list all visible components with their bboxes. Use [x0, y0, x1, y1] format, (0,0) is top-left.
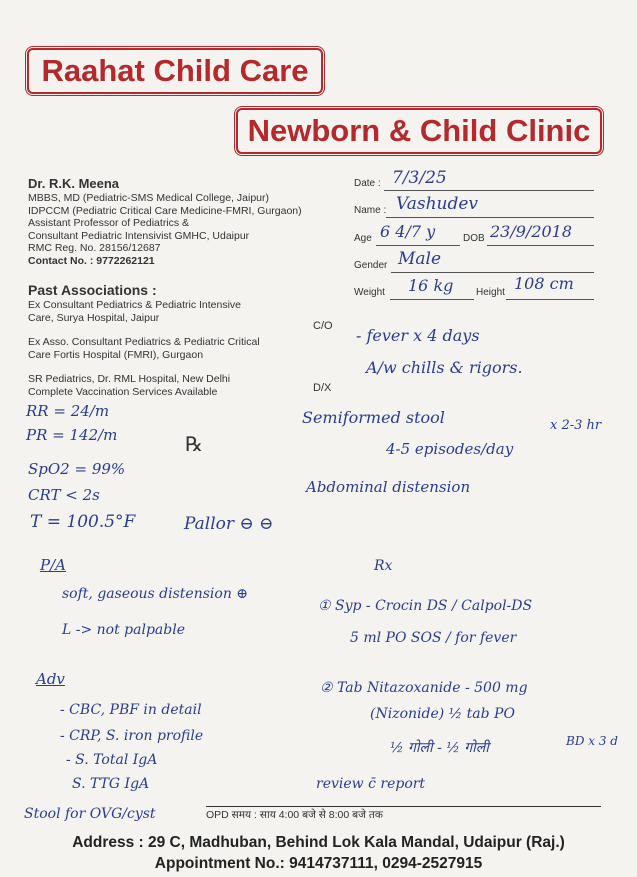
date-value: 7/3/25 — [392, 168, 447, 188]
dob-value: 23/9/2018 — [490, 222, 573, 241]
age-value: 6 4/7 y — [380, 222, 436, 241]
footer-divider — [206, 806, 601, 807]
past-association-item: Ex Consultant Pediatrics & Pediatric Intensive Care, Surya Hospital, Jaipur — [28, 299, 242, 324]
advice-line: S. TTG IgA — [72, 776, 150, 792]
doctor-qualification-line: Assistant Professor of Pediatrics & — [28, 217, 190, 229]
vital-crt: CRT < 2s — [28, 486, 100, 504]
doctor-qualification-line: Consultant Pediatric Intensivist GMHC, Udaipur — [28, 229, 250, 242]
advice-label: Adv — [36, 670, 65, 688]
doctor-qualification-line: IDPCCM (Pediatric Critical Care Medicine-FMRI, Gurgaon) — [28, 204, 302, 217]
rx-symbol-icon: ℞ — [185, 432, 203, 456]
advice-line: - CRP, S. iron profile — [60, 728, 204, 744]
pa-line: L -> not palpable — [62, 622, 185, 638]
height-value: 108 cm — [514, 274, 574, 293]
name-label: Name : — [354, 205, 387, 216]
clinic-address: Address : 29 C, Madhuban, Behind Lok Kala Mandal, Udaipur (Raj.) — [72, 834, 565, 851]
gender-label: Gender — [354, 260, 388, 271]
clinic-subtitle: Newborn & Child Clinic — [236, 108, 602, 154]
vital-rr: RR = 24/m — [26, 402, 110, 420]
doctor-name: Dr. R.K. Meena — [28, 176, 120, 191]
diagnosis-line: Abdominal distension — [306, 478, 471, 496]
vital-pallor: Pallor ⊖ ⊖ — [184, 514, 274, 534]
doctor-contact: Contact No. : 9772262121 — [28, 254, 155, 267]
appointment-number: Appointment No.: 9414737111, 0294-2527915 — [154, 855, 483, 872]
height-label: Height — [476, 287, 505, 298]
advice-line: Stool for OVG/cyst — [24, 806, 156, 822]
past-associations-heading: Past Associations : — [28, 282, 157, 298]
diagnosis-line: 4-5 episodes/day — [386, 440, 514, 458]
weight-value: 16 kg — [408, 276, 454, 295]
advice-line: - S. Total IgA — [66, 752, 158, 768]
rx-line: ② Tab Nitazoxanide - 500 mg — [320, 680, 528, 696]
past-associations — [28, 282, 268, 410]
vital-spo2: SpO2 = 99% — [28, 460, 126, 478]
doctor-qualification-line: MBBS, MD (Pediatric-SMS Medical College, Jaipur) — [28, 192, 269, 204]
date-label: Date : — [354, 178, 381, 189]
opd-timing: OPD समय : साय 4:00 बजे से 8:00 बजे तक — [206, 809, 383, 821]
pa-line: soft, gaseous distension ⊕ — [62, 586, 249, 602]
clinic-name: Raahat Child Care — [27, 48, 323, 94]
name-value: Vashudev — [396, 194, 479, 214]
rx-label: Rx — [374, 558, 393, 574]
vital-pr: PR = 142/m — [26, 426, 118, 444]
pa-label: P/A — [40, 556, 66, 574]
age-label: Age — [354, 233, 372, 244]
rx-line: BD x 3 d — [566, 734, 618, 748]
advice-line: - CBC, PBF in detail — [60, 702, 202, 718]
complaint-line: - fever x 4 days — [356, 326, 480, 345]
co-label: C/O — [313, 320, 333, 332]
diagnosis-line: Semiformed stool — [302, 408, 445, 427]
rx-line: ½ गोली - ½ गोली — [390, 740, 489, 756]
complaint-line: A/w chills & rigors. — [366, 358, 523, 377]
doctor-info — [28, 176, 302, 267]
rx-line: 5 ml PO SOS / for fever — [350, 630, 517, 646]
rx-line: ① Syp - Crocin DS / Calpol-DS — [318, 598, 533, 614]
past-association-item: Ex Asso. Consultant Pediatrics & Pediatric Critical Care Fortis Hospital (FMRI), Gurgaon — [28, 336, 260, 361]
doctor-reg-number: RMC Reg. No. 28156/12687 — [28, 242, 161, 254]
vital-temperature: T = 100.5°F — [30, 512, 136, 532]
rx-line: (Nizonide) ½ tab PO — [370, 706, 515, 722]
diagnosis-line: x 2-3 hr — [550, 418, 602, 433]
past-association-item: SR Pediatrics, Dr. RML Hospital, New Delhi Complete Vaccination Services Available — [28, 373, 231, 398]
rx-line: review c̄ report — [316, 776, 426, 792]
weight-label: Weight — [354, 287, 385, 298]
dob-label: DOB — [463, 233, 485, 244]
gender-value: Male — [398, 249, 442, 269]
dx-label: D/X — [313, 382, 332, 394]
